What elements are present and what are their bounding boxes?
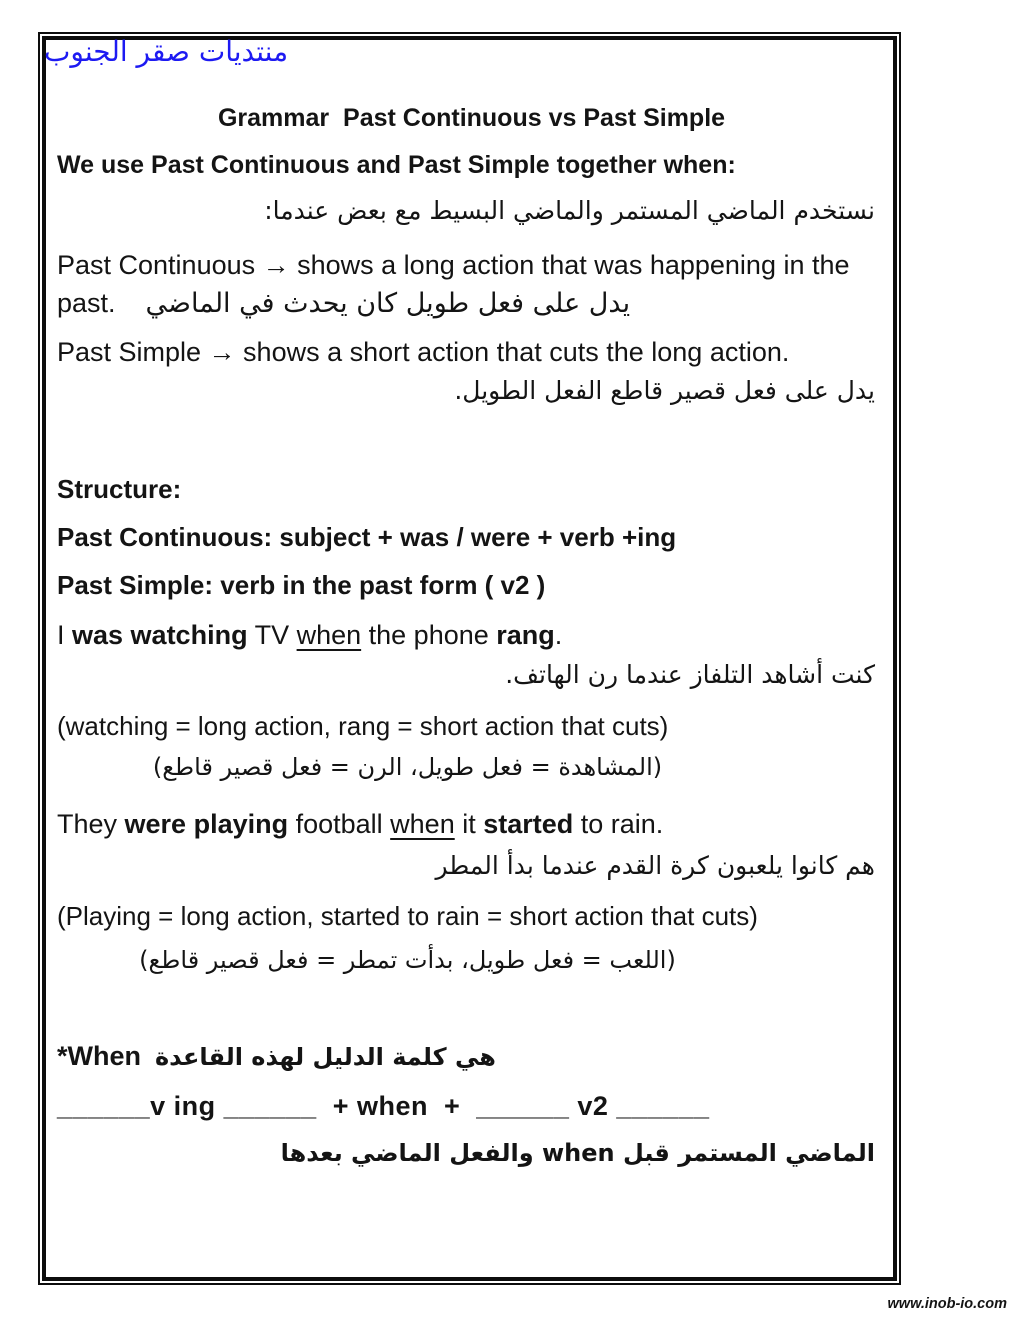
example2-translation-ar: هم كانوا يلعبون كرة القدم عندما بدأ المطر (435, 851, 875, 880)
example1-translation-ar: كنت أشاهد التلفاز عندما رن الهاتف. (505, 660, 875, 689)
example1-when-underlined: when (296, 620, 362, 650)
example1-bold-verb2: rang (496, 620, 555, 650)
doc-title: Grammar Past Continuous vs Past Simple (217, 104, 726, 132)
past-continuous-definition-line2-ar: يدل على فعل طويل كان يحدث في الماضي (145, 288, 631, 319)
when-rule-line (57, 1041, 900, 1072)
example1-note-ar: (المشاهدة = فعل طويل، الرن = فعل قصير قاطع) (152, 753, 663, 781)
example2-note-ar: (اللعب = فعل طويل، بدأت تمطر = فعل قصير قاطع) (139, 946, 676, 974)
example2-bold-verb2: started (483, 809, 574, 839)
example2-pre: They (57, 809, 125, 839)
example1-post: . (554, 620, 563, 650)
intro-translation-ar: نستخدم الماضي المستمر والماضي البسيط مع بعض عندما: (264, 196, 875, 225)
past-simple-definition-ar: يدل على فعل قصير قاطع الفعل الطويل. (454, 376, 875, 405)
structure-past-continuous: Past Continuous: subject + was / were + verb +ing (57, 522, 677, 552)
example2-post: to rain. (573, 809, 664, 839)
example2-bold-verb: were playing (124, 809, 289, 839)
structure-heading: Structure: (57, 474, 182, 504)
example1-bold-verb: was watching (72, 620, 248, 650)
when-rule-ar: هي كلمة الدليل لهذه القاعدة (155, 1043, 496, 1071)
example-sentence-1 (57, 617, 900, 653)
example1-pre: I (57, 620, 73, 650)
example1-note: (watching = long action, rang = short action that cuts) (57, 711, 669, 741)
past-continuous-definition-line2-en: past. (57, 288, 116, 318)
example2-when-underlined: when (390, 809, 455, 839)
example1-mid2: the phone (361, 620, 497, 650)
example2-mid2: it (454, 809, 484, 839)
past-simple-definition: Past Simple → shows a short action that cuts the long action. (57, 337, 790, 367)
example2-note: (Playing = long action, started to rain = short action that cuts) (57, 901, 758, 931)
structure-past-simple: Past Simple: verb in the past form ( v2 ) (57, 570, 546, 600)
when-rule-en: *When (57, 1041, 141, 1071)
formula-line: ______v ing ______ + when + ______ v2 ______ (57, 1091, 710, 1121)
site-watermark: منتديات صقر الجنوب (44, 35, 289, 68)
example-sentence-2 (57, 806, 900, 842)
formula-explanation-ar: الماضي المستمر قبل when والفعل الماضي بعدها (280, 1139, 875, 1167)
past-continuous-definition-line1: Past Continuous → shows a long action that was happening in the (57, 250, 850, 280)
example1-mid1: TV (247, 620, 297, 650)
past-continuous-definition-line2 (57, 285, 900, 322)
footer-url: www.inob-io.com (887, 1296, 1007, 1312)
intro-heading: We use Past Continuous and Past Simple together when: (57, 151, 736, 179)
example2-mid1: football (288, 809, 391, 839)
